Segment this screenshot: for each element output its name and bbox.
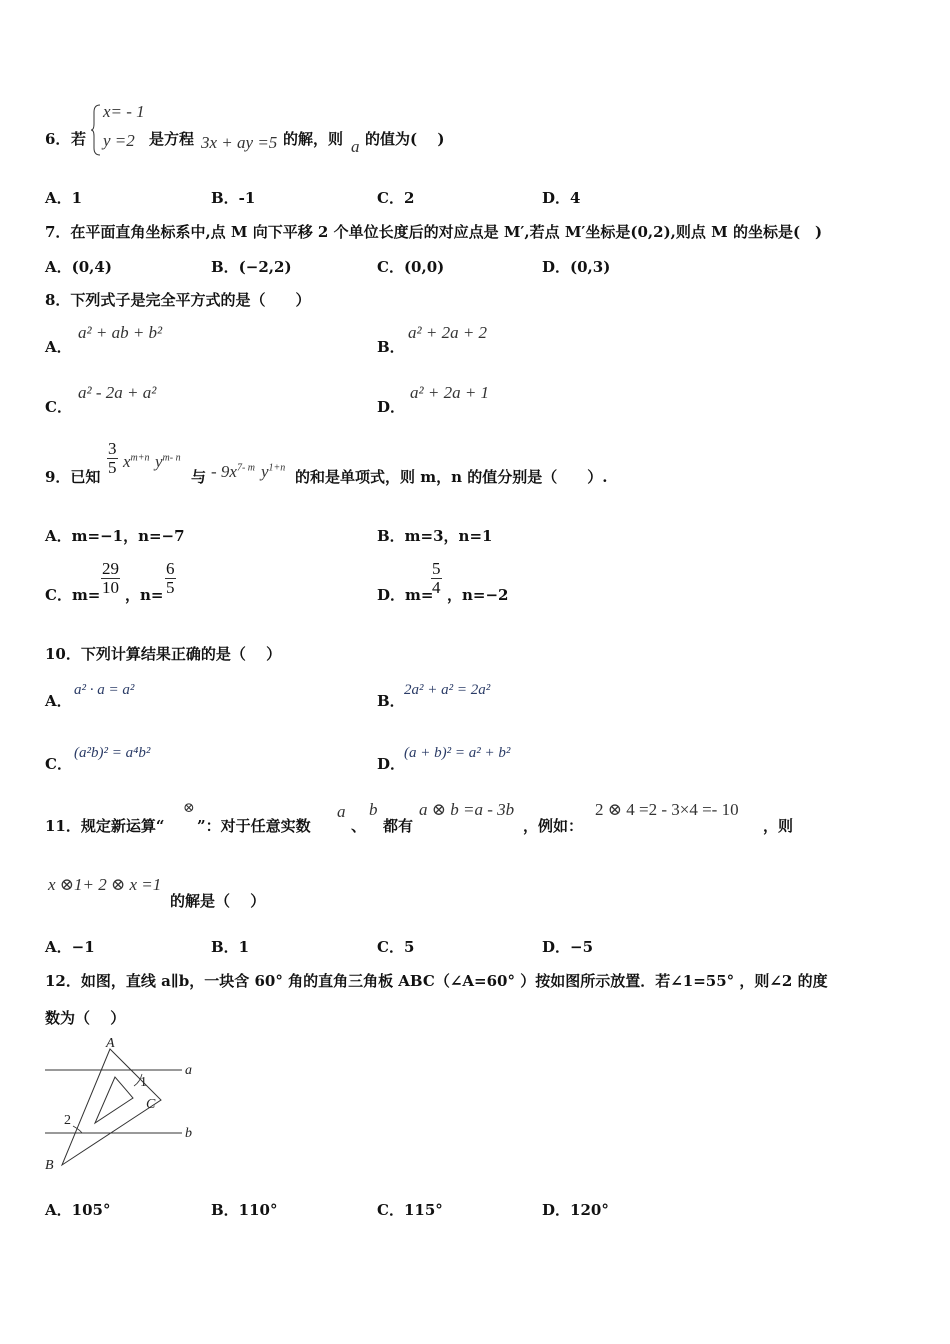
q9-option-c-frac-1: $\frac{29}{10}$ [102, 559, 119, 597]
q9-term-x: $x^{m+n}$ [123, 452, 150, 471]
q9-option-b: B．m=3，n=1 [377, 527, 493, 545]
q11-option-c: C．5 [377, 938, 415, 956]
q8-expr-a: a² + ab + b² [78, 323, 163, 342]
label-angle-2: 2 [64, 1113, 71, 1128]
q7-option-a: A．(0,4) [45, 258, 112, 276]
q10-label-c: C． [45, 755, 72, 773]
q12-option-d: D．120° [542, 1201, 609, 1219]
q8-label-d: D． [377, 398, 406, 416]
q8-expr-d: a² + 2a + 1 [410, 383, 490, 402]
q8-expr-b: a² + 2a + 2 [408, 323, 488, 342]
q8-expr-c: a² - 2a + a² [78, 383, 157, 402]
q6-number: 6． [45, 130, 71, 148]
q9-option-c-label: C．m= [45, 586, 101, 604]
q11-option-b: B．1 [211, 938, 250, 956]
q6-option-d: D．4 [542, 189, 581, 207]
question-10-text: 10．下列计算结果正确的是（ ） [45, 645, 282, 663]
q11-text-5: ，例如： [523, 817, 584, 835]
label-C: C [146, 1097, 156, 1112]
label-angle-1: 1 [140, 1075, 147, 1090]
q7-option-b: B．(−2,2) [211, 258, 292, 276]
q11-equation: x ⊗1+ 2 ⊗ x =1 [48, 875, 162, 894]
label-line-a: a [185, 1063, 192, 1078]
q7-option-d: D．(0,3) [542, 258, 611, 276]
question-12-line-1: 12．如图，直线 a∥b，一块含 60° 角的直角三角板 ABC（∠A=60° ）按如图所示放置．若∠1=55° ，则∠2 的度 [45, 972, 828, 990]
q9-option-d-label: D．m= [377, 586, 434, 604]
q6-option-a: A．1 [45, 189, 83, 207]
q6-system-line-1: x= - 1 [103, 102, 145, 121]
q6-text-1: 若 [71, 130, 87, 148]
q9-term-y: $y^{m- n}$ [155, 452, 181, 471]
q9-number: 9．已知 [45, 468, 101, 486]
q9-frac-num: 3 [108, 439, 117, 458]
q12-figure [40, 1030, 210, 1175]
q9-text-2: 与 [191, 468, 207, 486]
question-8-text: 8．下列式子是完全平方式的是（ ） [45, 291, 311, 309]
q9-fraction [107, 440, 118, 477]
question-11 [45, 800, 925, 840]
q11-text-4: 都有 [383, 817, 414, 835]
q10-label-b: B． [377, 692, 405, 710]
q9-frac-den: 5 [108, 458, 117, 477]
question-12-line-2: 数为（ ） [45, 1009, 126, 1027]
q6-option-c: C．2 [377, 189, 415, 207]
label-A: A [106, 1036, 115, 1051]
triangle-inner [95, 1077, 133, 1123]
q6-brace [91, 104, 101, 156]
q11-var-a: a [337, 802, 346, 821]
q9-option-c-mid: ，n= [125, 586, 164, 604]
q11-option-a: A．−1 [45, 938, 95, 956]
q8-label-a: A． [45, 338, 72, 356]
q11-text-6: ，则 [763, 817, 794, 835]
q6-text-4: 的值为( ) [365, 130, 445, 148]
q10-label-d: D． [377, 755, 406, 773]
q6-option-b: B．-1 [211, 189, 256, 207]
q7-option-c: C．(0,0) [377, 258, 445, 276]
q9-option-d-post: ，n=−2 [447, 586, 509, 604]
question-7-text: 7．在平面直角坐标系中,点 M 向下平移 2 个单位长度后的对应点是 M′,若点 M′坐标是(0,2),则点 M 的坐标是( ) [45, 223, 823, 241]
q12-option-b: B．110° [211, 1201, 278, 1219]
q6-var-a: a [351, 137, 360, 156]
q11-var-b: b [369, 800, 378, 819]
q10-expr-d: (a + b)² = a² + b² [404, 745, 511, 761]
q11-operator: ⊗ [183, 801, 195, 816]
q11-text-3: 、 [351, 817, 367, 835]
q9-option-a: A．m=−1，n=−7 [45, 527, 185, 545]
q10-label-a: A． [45, 692, 72, 710]
label-B: B [45, 1158, 54, 1173]
q6-text-2: 是方程 [149, 130, 195, 148]
q9-option-d-frac: $\frac{5}{4}$ [432, 559, 441, 597]
q11-text-2: ”：对于任意实数 [197, 817, 311, 835]
q11-text-1: 11．规定新运算“ [45, 817, 165, 835]
q11-text-7: 的解是（ ） [170, 892, 266, 910]
q9-text-3: 的和是单项式，则 m，n 的值分别是（ ）. [295, 468, 608, 486]
q9-term-3: - $9x^{7- m}$ [211, 462, 256, 481]
q10-expr-c: (a²b)² = a⁴b² [74, 745, 151, 761]
q6-text-3: 的解，则 [283, 130, 344, 148]
q12-option-c: C．115° [377, 1201, 443, 1219]
q11-option-d: D．−5 [542, 938, 594, 956]
q11-definition: a ⊗ b =a - 3b [419, 800, 515, 819]
q8-label-b: B． [377, 338, 405, 356]
q10-expr-a: a² · a = a² [74, 682, 135, 698]
q8-label-c: C． [45, 398, 72, 416]
q9-term-4: $y^{1+n}$ [261, 462, 286, 481]
q11-example: 2 ⊗ 4 =2 - 3×4 =- 10 [595, 800, 739, 819]
q9-option-c-frac-2: $\frac{6}{5}$ [166, 559, 175, 597]
label-line-b: b [185, 1126, 192, 1141]
q6-system-line-2: y =2 [103, 131, 135, 150]
q12-option-a: A．105° [45, 1201, 111, 1219]
q10-expr-b: 2a² + a² = 2a² [404, 682, 491, 698]
q6-equation: 3x + ay =5 [201, 133, 278, 152]
